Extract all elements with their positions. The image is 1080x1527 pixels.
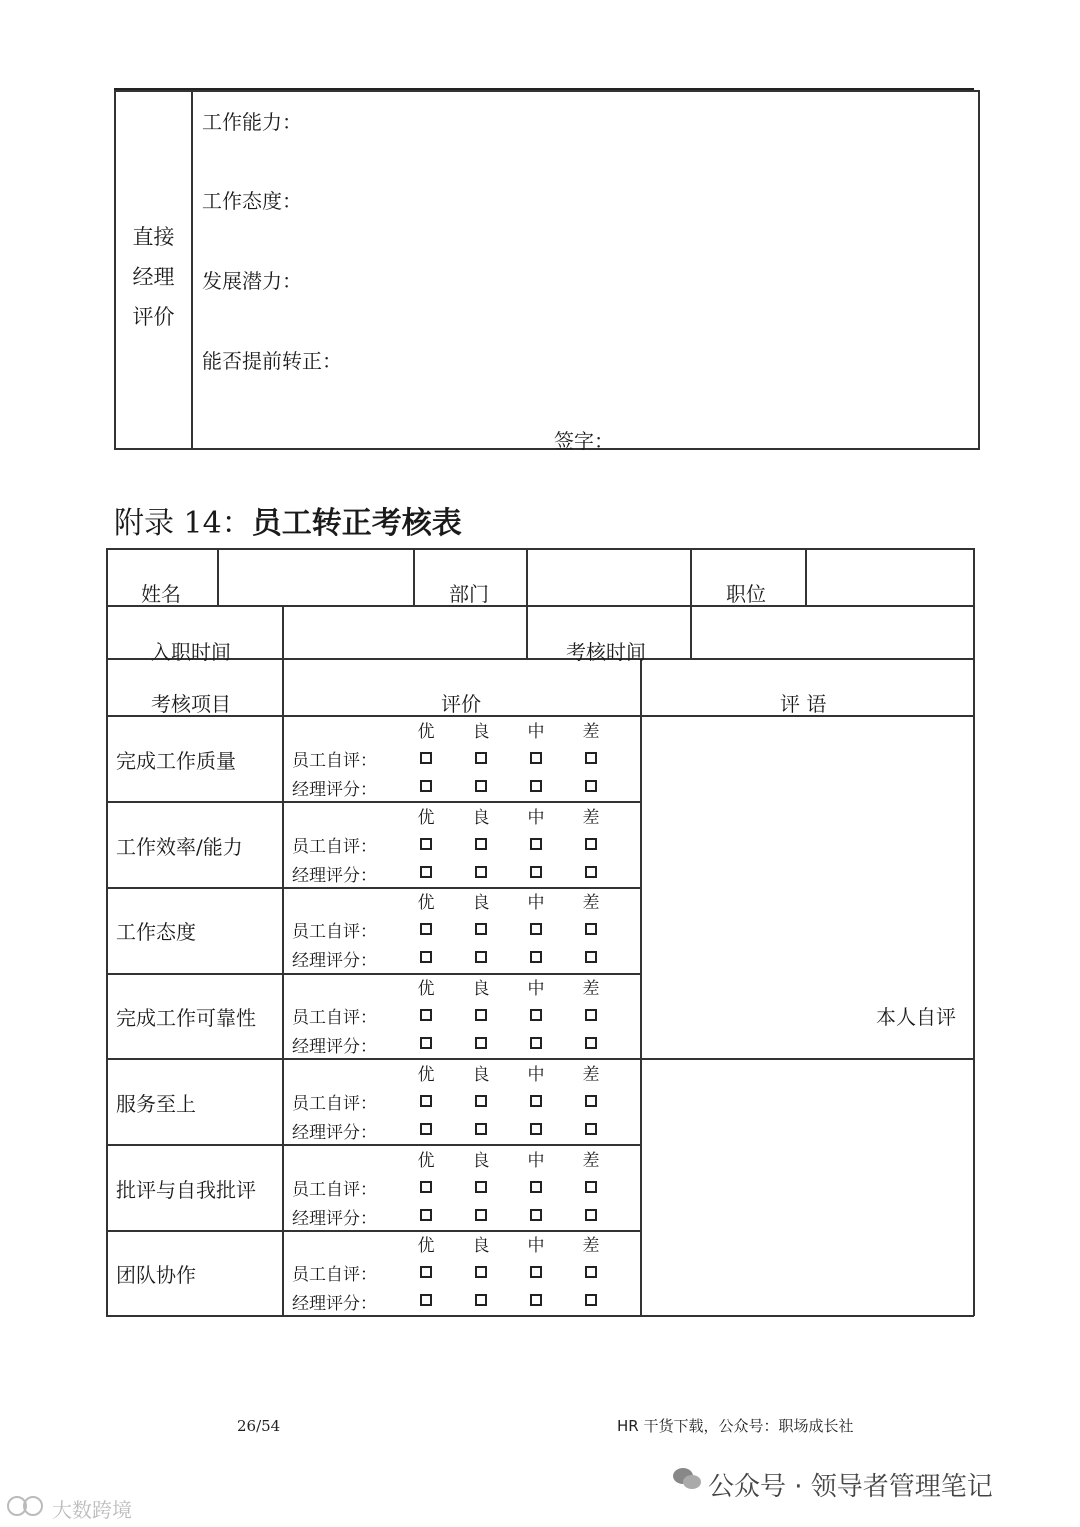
self-rating-label: 员工自评：: [292, 1093, 377, 1114]
option-header: 优: [417, 1236, 435, 1257]
side-label-3: 评价: [132, 305, 175, 329]
option-header: 差: [582, 807, 600, 828]
manager-rating-checkbox[interactable]: [585, 951, 597, 963]
field-work-ability: 工作能力：: [202, 110, 302, 134]
manager-rating-checkbox[interactable]: [530, 951, 542, 963]
self-rating-checkbox[interactable]: [475, 1009, 487, 1021]
rating-header: 评价: [441, 692, 481, 716]
option-header: 优: [417, 1064, 435, 1085]
section-title: [114, 498, 462, 542]
manager-rating-checkbox[interactable]: [420, 1123, 432, 1135]
vline: [413, 548, 415, 605]
hline: [106, 658, 974, 660]
option-header: 优: [417, 807, 435, 828]
vline: [106, 548, 108, 1316]
self-rating-label: 员工自评：: [292, 751, 377, 771]
self-rating-checkbox[interactable]: [585, 838, 597, 850]
option-header: 良: [472, 979, 490, 1000]
item-label: 团队协作: [116, 1263, 196, 1288]
self-rating-checkbox[interactable]: [530, 838, 542, 850]
option-header: 良: [472, 1064, 490, 1085]
self-rating-label: 员工自评：: [292, 1008, 377, 1029]
option-header: 良: [472, 1236, 490, 1257]
hline: [106, 1230, 640, 1232]
self-rating-checkbox[interactable]: [585, 752, 597, 764]
self-rating-checkbox[interactable]: [420, 752, 432, 764]
item-label: 批评与自我批评: [116, 1177, 256, 1202]
footer-note: HR 干货下载，公众号：职场成长社: [617, 1417, 854, 1435]
manager-rating-checkbox[interactable]: [585, 866, 597, 878]
hline: [106, 548, 974, 550]
self-rating-checkbox[interactable]: [420, 1181, 432, 1193]
hline: [106, 1144, 640, 1146]
hire-date-label: 入职时间: [151, 640, 231, 664]
item-header: 考核项目: [151, 692, 231, 716]
manager-rating-label: 经理评分：: [292, 780, 377, 800]
manager-evaluation-box: [114, 90, 980, 453]
manager-rating-checkbox[interactable]: [420, 1037, 432, 1049]
self-rating-checkbox[interactable]: [585, 1095, 597, 1107]
self-rating-checkbox[interactable]: [530, 1266, 542, 1278]
self-rating-label: 员工自评：: [292, 1265, 377, 1286]
option-header: 优: [417, 1150, 435, 1171]
option-header: 差: [582, 1150, 600, 1171]
manager-rating-checkbox[interactable]: [530, 1294, 542, 1306]
manager-rating-checkbox[interactable]: [475, 780, 487, 792]
self-rating-checkbox[interactable]: [475, 923, 487, 935]
manager-rating-label: 经理评分：: [292, 1122, 377, 1143]
vline: [640, 658, 642, 1316]
position-label: 职位: [726, 582, 766, 606]
option-header: 良: [472, 1150, 490, 1171]
hline: [106, 973, 640, 975]
manager-rating-checkbox[interactable]: [530, 780, 542, 792]
self-rating-checkbox[interactable]: [420, 1009, 432, 1021]
vline: [217, 548, 219, 605]
option-header: 良: [472, 893, 490, 914]
signature-label: 签字：: [554, 429, 614, 453]
review-date-label: 考核时间: [566, 640, 646, 664]
self-rating-checkbox[interactable]: [475, 1181, 487, 1193]
item-label: 工作态度: [116, 920, 196, 945]
self-rating-checkbox[interactable]: [475, 752, 487, 764]
field-potential: 发展潜力：: [202, 269, 302, 293]
manager-rating-checkbox[interactable]: [420, 951, 432, 963]
comment-header: 评 语: [780, 692, 827, 716]
self-rating-checkbox[interactable]: [585, 923, 597, 935]
self-rating-checkbox[interactable]: [420, 1266, 432, 1278]
vline: [282, 605, 284, 1316]
option-header: 中: [527, 979, 545, 1000]
manager-rating-checkbox[interactable]: [585, 1123, 597, 1135]
self-rating-label: 员工自评：: [292, 836, 377, 857]
top-rule: [114, 88, 974, 90]
field-early-confirm: 能否提前转正：: [202, 349, 342, 373]
manager-rating-checkbox[interactable]: [585, 780, 597, 792]
manager-rating-checkbox[interactable]: [420, 1209, 432, 1221]
option-header: 差: [582, 979, 600, 1000]
page-number: 26/54: [237, 1417, 281, 1435]
section-heading: 员工转正考核表: [251, 506, 462, 541]
corner-logo-icon: [6, 1494, 52, 1518]
self-rating-checkbox[interactable]: [420, 923, 432, 935]
manager-rating-label: 经理评分：: [292, 1037, 377, 1058]
self-rating-label: 员工自评：: [292, 922, 377, 943]
side-label-1: 直接: [132, 225, 175, 249]
option-header: 良: [472, 722, 490, 742]
manager-rating-label: 经理评分：: [292, 1208, 377, 1229]
self-rating-checkbox[interactable]: [530, 1095, 542, 1107]
manager-rating-checkbox[interactable]: [585, 1294, 597, 1306]
self-rating-checkbox[interactable]: [475, 838, 487, 850]
vline: [526, 548, 528, 658]
manager-rating-checkbox[interactable]: [475, 1294, 487, 1306]
item-label: 完成工作可靠性: [116, 1006, 256, 1031]
manager-rating-checkbox[interactable]: [475, 1123, 487, 1135]
option-header: 差: [582, 1064, 600, 1085]
option-header: 良: [472, 807, 490, 828]
option-header: 中: [527, 807, 545, 828]
side-label-2: 经理: [132, 265, 175, 289]
option-header: 优: [417, 722, 435, 742]
self-rating-checkbox[interactable]: [530, 923, 542, 935]
section-prefix: 附录 14：: [114, 506, 252, 541]
option-header: 中: [527, 1236, 545, 1257]
manager-rating-label: 经理评分：: [292, 865, 377, 886]
item-label: 完成工作质量: [116, 749, 236, 773]
option-header: 优: [417, 893, 435, 914]
option-header: 中: [527, 1064, 545, 1085]
column-divider: [191, 92, 193, 448]
name-label: 姓名: [141, 582, 181, 606]
hline: [106, 1315, 974, 1317]
manager-rating-checkbox[interactable]: [530, 1123, 542, 1135]
self-rating-checkbox[interactable]: [530, 752, 542, 764]
manager-rating-checkbox[interactable]: [530, 866, 542, 878]
hline: [106, 801, 640, 803]
manager-rating-checkbox[interactable]: [475, 866, 487, 878]
self-rating-label: 员工自评：: [292, 1179, 377, 1200]
option-header: 差: [582, 722, 600, 742]
manager-rating-checkbox[interactable]: [530, 1037, 542, 1049]
self-rating-checkbox[interactable]: [585, 1266, 597, 1278]
manager-rating-checkbox[interactable]: [420, 1294, 432, 1306]
self-rating-checkbox[interactable]: [420, 838, 432, 850]
self-rating-checkbox[interactable]: [475, 1266, 487, 1278]
field-work-attitude: 工作态度：: [202, 189, 302, 213]
hline: [106, 887, 640, 889]
vline: [805, 548, 807, 605]
manager-rating-checkbox[interactable]: [585, 1037, 597, 1049]
self-review-label: 本人自评: [876, 1005, 956, 1029]
self-rating-checkbox[interactable]: [530, 1181, 542, 1193]
option-header: 中: [527, 722, 545, 742]
hline: [106, 605, 974, 607]
manager-rating-label: 经理评分：: [292, 951, 377, 972]
option-header: 优: [417, 979, 435, 1000]
watermark-corner: 大数跨境: [52, 1498, 132, 1522]
self-rating-checkbox[interactable]: [585, 1181, 597, 1193]
watermark-main: 公众号 · 领导者管理笔记: [708, 1472, 993, 1502]
manager-rating-checkbox[interactable]: [475, 951, 487, 963]
item-label: 服务至上: [116, 1091, 196, 1116]
manager-rating-checkbox[interactable]: [585, 1209, 597, 1221]
department-label: 部门: [449, 582, 489, 606]
vline: [973, 548, 975, 1316]
vline: [690, 548, 692, 658]
option-header: 中: [527, 893, 545, 914]
self-rating-checkbox[interactable]: [585, 1009, 597, 1021]
review-form-table: [106, 548, 974, 1316]
option-header: 差: [582, 1236, 600, 1257]
self-rating-checkbox[interactable]: [420, 1095, 432, 1107]
manager-rating-checkbox[interactable]: [475, 1209, 487, 1221]
self-rating-checkbox[interactable]: [530, 1009, 542, 1021]
self-rating-checkbox[interactable]: [475, 1095, 487, 1107]
manager-rating-checkbox[interactable]: [420, 780, 432, 792]
manager-rating-checkbox[interactable]: [420, 866, 432, 878]
item-label: 工作效率/能力: [116, 834, 243, 859]
manager-rating-checkbox[interactable]: [475, 1037, 487, 1049]
wechat-icon: [672, 1466, 702, 1492]
manager-rating-label: 经理评分：: [292, 1294, 377, 1315]
option-header: 中: [527, 1150, 545, 1171]
option-header: 差: [582, 893, 600, 914]
manager-rating-checkbox[interactable]: [530, 1209, 542, 1221]
